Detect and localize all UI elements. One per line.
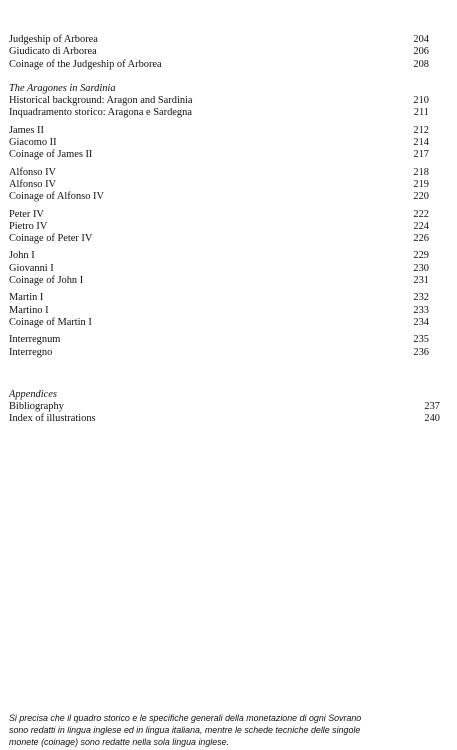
toc-entry[interactable] xyxy=(9,334,429,346)
toc-entry-page: 224 xyxy=(413,220,429,232)
section-title: Appendices xyxy=(9,388,57,400)
toc-entry-page: 235 xyxy=(413,334,429,346)
toc-group-alfonso xyxy=(9,167,429,204)
toc-entry[interactable] xyxy=(9,179,429,191)
toc-entry-title: Coinage of Martin I xyxy=(9,316,92,328)
toc-group-james xyxy=(9,125,429,162)
toc-entry[interactable] xyxy=(9,317,429,329)
toc-entry-page: 208 xyxy=(413,58,429,70)
toc-entry[interactable] xyxy=(9,275,429,287)
toc-group-john xyxy=(9,250,429,287)
toc-entry-page: 212 xyxy=(413,124,429,136)
toc-entry[interactable] xyxy=(9,34,429,46)
toc-entry-page: 230 xyxy=(413,262,429,274)
toc-entry-title: Martin I xyxy=(9,292,44,304)
toc-entry[interactable] xyxy=(9,107,429,119)
toc-entry-title: Inquadramento storico: Aragona e Sardegna xyxy=(9,107,192,119)
toc-entry-title: John I xyxy=(9,250,35,262)
toc-entry[interactable] xyxy=(9,305,429,317)
toc-entry[interactable] xyxy=(9,292,429,304)
toc-entry[interactable] xyxy=(9,59,429,71)
toc-entry-title: Alfonso IV xyxy=(9,166,57,178)
toc-entry-page: 222 xyxy=(413,208,429,220)
footnote xyxy=(9,712,449,748)
toc-entry-page: 231 xyxy=(413,275,429,287)
footnote-line: Si precisa che il quadro storico e le specifiche generali della monetazione di ogni Sovrano xyxy=(9,713,362,723)
toc-entry[interactable] xyxy=(9,125,429,137)
toc-entry-title: Coinage of John I xyxy=(9,275,84,287)
toc-entry[interactable] xyxy=(9,191,429,203)
toc-entry-page: 210 xyxy=(413,95,429,107)
table-of-contents xyxy=(9,34,440,426)
toc-entry[interactable] xyxy=(9,95,429,107)
toc-entry-page: 233 xyxy=(413,304,429,316)
toc-entry[interactable] xyxy=(9,221,429,233)
toc-entry[interactable] xyxy=(9,250,429,262)
toc-entry-page: 206 xyxy=(413,46,429,58)
section-title: The Aragones in Sardinia xyxy=(9,82,116,94)
toc-entry-title: Index of illustrations xyxy=(9,413,96,425)
footnote-line: monete (coinage) sono redatte nella sola lingua inglese. xyxy=(9,737,230,747)
toc-group-peter xyxy=(9,209,429,246)
toc-entry-page: 218 xyxy=(413,166,429,178)
toc-entry-page: 220 xyxy=(413,191,429,203)
toc-entry-page: 240 xyxy=(424,413,440,425)
toc-entry-page: 229 xyxy=(413,250,429,262)
toc-group-interregnum xyxy=(9,334,429,359)
toc-entry[interactable] xyxy=(9,46,429,58)
toc-entry-title: James II xyxy=(9,124,44,136)
toc-group-arborea xyxy=(9,34,429,71)
toc-entry-page: 234 xyxy=(413,316,429,328)
toc-entry-title: Giovanni I xyxy=(9,262,54,274)
toc-entry-page: 211 xyxy=(413,107,429,119)
toc-entry-title: Interregnum xyxy=(9,334,61,346)
toc-entry-page: 219 xyxy=(413,178,429,190)
toc-entry-page: 214 xyxy=(413,137,429,149)
toc-entry-title: Giacomo II xyxy=(9,137,57,149)
toc-entry-title: Martino I xyxy=(9,304,49,316)
toc-entry[interactable] xyxy=(9,347,429,359)
toc-entry-title: Coinage of the Judgeship of Arborea xyxy=(9,58,162,70)
toc-entry[interactable] xyxy=(9,233,429,245)
toc-entry-title: Peter IV xyxy=(9,208,44,220)
toc-entry-title: Alfonso IV xyxy=(9,178,57,190)
toc-entry[interactable] xyxy=(9,167,429,179)
toc-entry[interactable] xyxy=(9,413,440,425)
toc-group-martin xyxy=(9,292,429,329)
toc-entry-title: Coinage of James II xyxy=(9,149,93,161)
toc-entry-title: Giudicato di Arborea xyxy=(9,46,97,58)
toc-entry-title: Interregno xyxy=(9,346,53,358)
toc-entry-page: 204 xyxy=(413,34,429,45)
toc-entry[interactable] xyxy=(9,209,429,221)
toc-entry[interactable] xyxy=(9,263,429,275)
footnote-line: sono redatti in lingua inglese ed in lingua italiana, mentre le schede tecniche delle singole xyxy=(9,725,361,735)
toc-entry[interactable] xyxy=(9,137,429,149)
toc-entry-page: 236 xyxy=(413,346,429,358)
toc-entry-page: 226 xyxy=(413,233,429,245)
toc-entry[interactable] xyxy=(9,149,429,161)
toc-entry-page: 232 xyxy=(413,292,429,304)
toc-entry[interactable] xyxy=(9,401,440,413)
toc-entry-title: Historical background: Aragon and Sardinia xyxy=(9,95,193,107)
toc-entry-title: Coinage of Alfonso IV xyxy=(9,191,104,203)
toc-entry-title: Pietro IV xyxy=(9,220,48,232)
toc-entry-title: Bibliography xyxy=(9,401,64,413)
toc-entry-title: Judgeship of Arborea xyxy=(9,34,98,45)
toc-entry-page: 217 xyxy=(413,149,429,161)
toc-group-aragones xyxy=(9,83,429,120)
toc-group-appendices xyxy=(9,388,440,426)
toc-entry-page: 237 xyxy=(424,401,440,413)
toc-entry-title: Coinage of Peter IV xyxy=(9,233,93,245)
